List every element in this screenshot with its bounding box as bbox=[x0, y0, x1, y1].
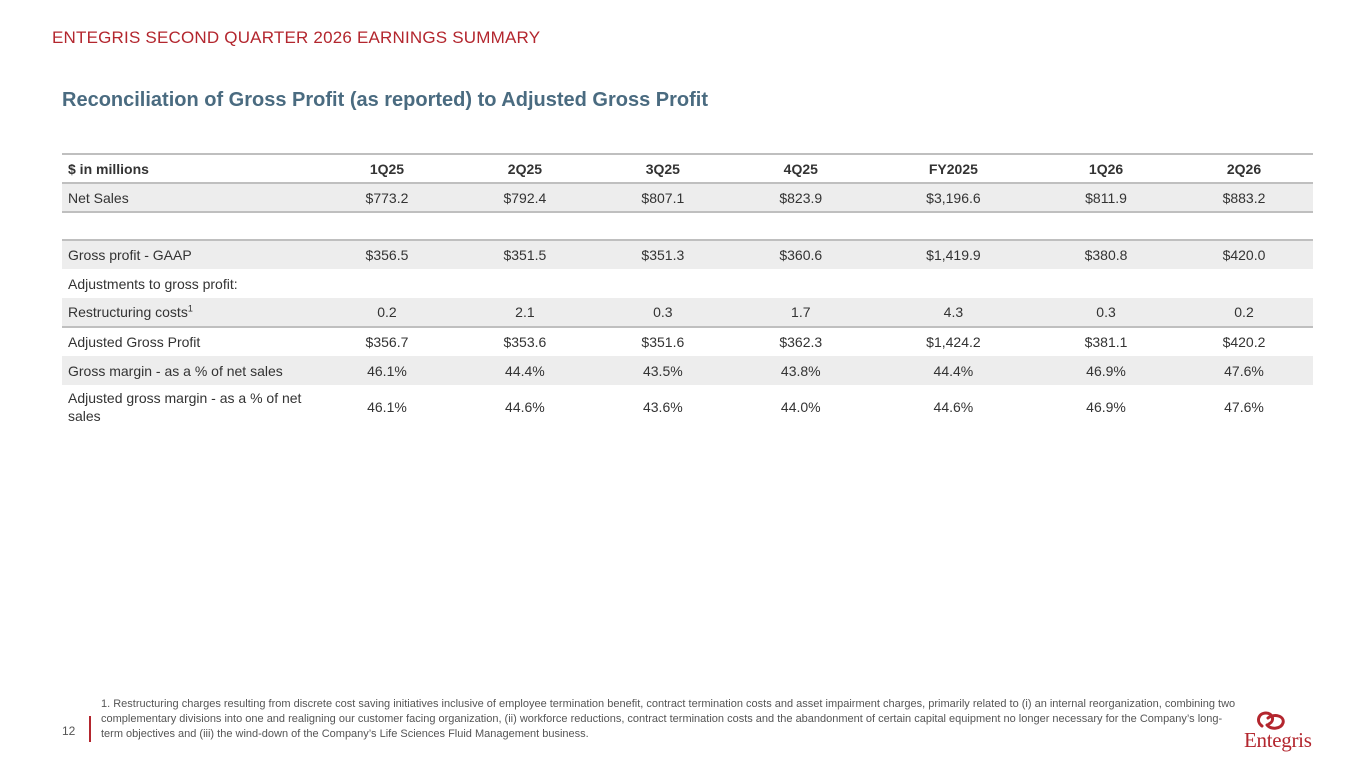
table-cell: $356.5 bbox=[365, 247, 409, 263]
table-cell bbox=[732, 269, 870, 298]
table-cell: $792.4 bbox=[503, 189, 547, 206]
row-label: Adjusted gross margin - as a % of net sales bbox=[68, 389, 302, 424]
table-cell: $823.9 bbox=[779, 189, 823, 206]
table-cell: $351.6 bbox=[641, 334, 685, 350]
spacer-cell bbox=[62, 212, 1313, 240]
table-cell: $1,424.2 bbox=[926, 334, 981, 350]
table-cell: 47.6% bbox=[1224, 362, 1264, 379]
page-title: Reconciliation of Gross Profit (as reported) to Adjusted Gross Profit bbox=[62, 89, 708, 111]
table-cell bbox=[594, 269, 732, 298]
table-cell: 0.3 bbox=[653, 304, 673, 320]
column-header-4q25: 4Q25 bbox=[783, 160, 818, 177]
table-cell: $811.9 bbox=[1085, 189, 1127, 206]
table-cell: 47.6% bbox=[1224, 398, 1264, 415]
table-cell: $773.2 bbox=[365, 189, 409, 206]
column-header-1q26: 1Q26 bbox=[1088, 160, 1124, 177]
row-label: Net Sales bbox=[68, 189, 129, 206]
table-cell: 0.3 bbox=[1096, 304, 1116, 320]
table-row-adjustments bbox=[62, 269, 1313, 298]
reconciliation-table bbox=[62, 153, 1313, 428]
footnote: 1. Restructuring charges resulting from discrete cost saving initiatives inclusive of employee termination benefit, contract termination costs and asset impairment charges, primarily related to (i) an internal reorganization, combining two complementary divisions into one and realigning our customer facing organization, (ii) workforce reductions, contract termination costs and the abandonment of certain capital equipment no longer necessary for the Company’s long-term objectives and (iii) the wind-down of the Company’s Life Sciences Fluid Management business. bbox=[101, 698, 1236, 740]
table-cell: 2.1 bbox=[515, 304, 535, 320]
table-cell: 46.9% bbox=[1086, 362, 1126, 379]
table-cell: $381.1 bbox=[1084, 334, 1128, 350]
table-cell: 43.8% bbox=[780, 362, 821, 379]
table-cell: 44.6% bbox=[505, 398, 545, 415]
column-header-units: $ in millions bbox=[68, 160, 149, 177]
table-cell: 43.6% bbox=[642, 398, 683, 415]
table-cell: $420.0 bbox=[1222, 247, 1266, 263]
entegris-logo bbox=[1240, 710, 1316, 754]
table-cell bbox=[1037, 269, 1175, 298]
table-cell bbox=[870, 269, 1037, 298]
table-cell: 1.7 bbox=[791, 304, 811, 320]
table-cell bbox=[318, 269, 456, 298]
row-label: Adjustments to gross profit: bbox=[68, 275, 238, 292]
table-cell bbox=[1175, 269, 1313, 298]
table-cell: $883.2 bbox=[1222, 189, 1266, 206]
entegris-logo-text: Entegris bbox=[1244, 728, 1312, 752]
table-cell: 44.4% bbox=[505, 362, 545, 379]
column-header-1q25: 1Q25 bbox=[369, 160, 405, 177]
column-header-2q25: 2Q25 bbox=[507, 160, 543, 177]
table-cell: 44.4% bbox=[933, 362, 974, 379]
table-cell: $351.5 bbox=[503, 247, 547, 263]
row-label: Gross margin - as a % of net sales bbox=[68, 362, 283, 379]
table-cell: 46.1% bbox=[367, 362, 407, 379]
table-cell: 43.5% bbox=[642, 362, 683, 379]
table-cell: $1,419.9 bbox=[926, 247, 981, 263]
table-cell: $807.1 bbox=[641, 189, 685, 206]
table-cell: 44.0% bbox=[780, 398, 821, 415]
table-cell: $360.6 bbox=[779, 247, 823, 263]
table-spacer-row bbox=[62, 212, 1313, 240]
row-label-text: Restructuring costs bbox=[68, 304, 188, 320]
table-cell: $380.8 bbox=[1084, 247, 1128, 263]
table-cell: 46.9% bbox=[1086, 398, 1126, 415]
row-label: Adjusted Gross Profit bbox=[68, 334, 201, 350]
table-cell: $356.7 bbox=[365, 334, 409, 350]
table-row-gross-margin bbox=[62, 356, 1313, 385]
header-title: ENTEGRIS SECOND QUARTER 2026 EARNINGS SUMMARY bbox=[52, 28, 541, 47]
column-header-2q26: 2Q26 bbox=[1226, 160, 1262, 177]
page-number-divider bbox=[89, 716, 91, 742]
table-cell: $353.6 bbox=[503, 334, 547, 350]
table-row-adjusted-gross-margin bbox=[62, 385, 1313, 428]
page-number: 12 bbox=[62, 724, 76, 738]
table-row-net-sales bbox=[62, 183, 1313, 212]
table-cell: $420.2 bbox=[1222, 334, 1266, 350]
table-cell: $351.3 bbox=[641, 247, 685, 263]
table-cell: 4.3 bbox=[943, 304, 964, 320]
table-cell: $3,196.6 bbox=[926, 189, 981, 206]
row-label: Gross profit - GAAP bbox=[68, 247, 192, 263]
table-row-gross-profit-gaap bbox=[62, 240, 1313, 269]
table-cell: $362.3 bbox=[779, 334, 823, 350]
table-cell bbox=[456, 269, 594, 298]
footnote-marker: 1 bbox=[187, 303, 193, 314]
table-cell: 46.1% bbox=[367, 398, 407, 415]
table-cell: 0.2 bbox=[377, 304, 397, 320]
row-label bbox=[62, 298, 318, 327]
table-row-restructuring-costs bbox=[62, 298, 1313, 327]
table-cell: 0.2 bbox=[1234, 304, 1254, 320]
table-row-adjusted-gross-profit bbox=[62, 327, 1313, 356]
column-header-3q25: 3Q25 bbox=[645, 160, 680, 177]
table-cell: 44.6% bbox=[933, 398, 974, 415]
table-header-row bbox=[62, 154, 1313, 183]
column-header-fy2025: FY2025 bbox=[928, 160, 978, 177]
